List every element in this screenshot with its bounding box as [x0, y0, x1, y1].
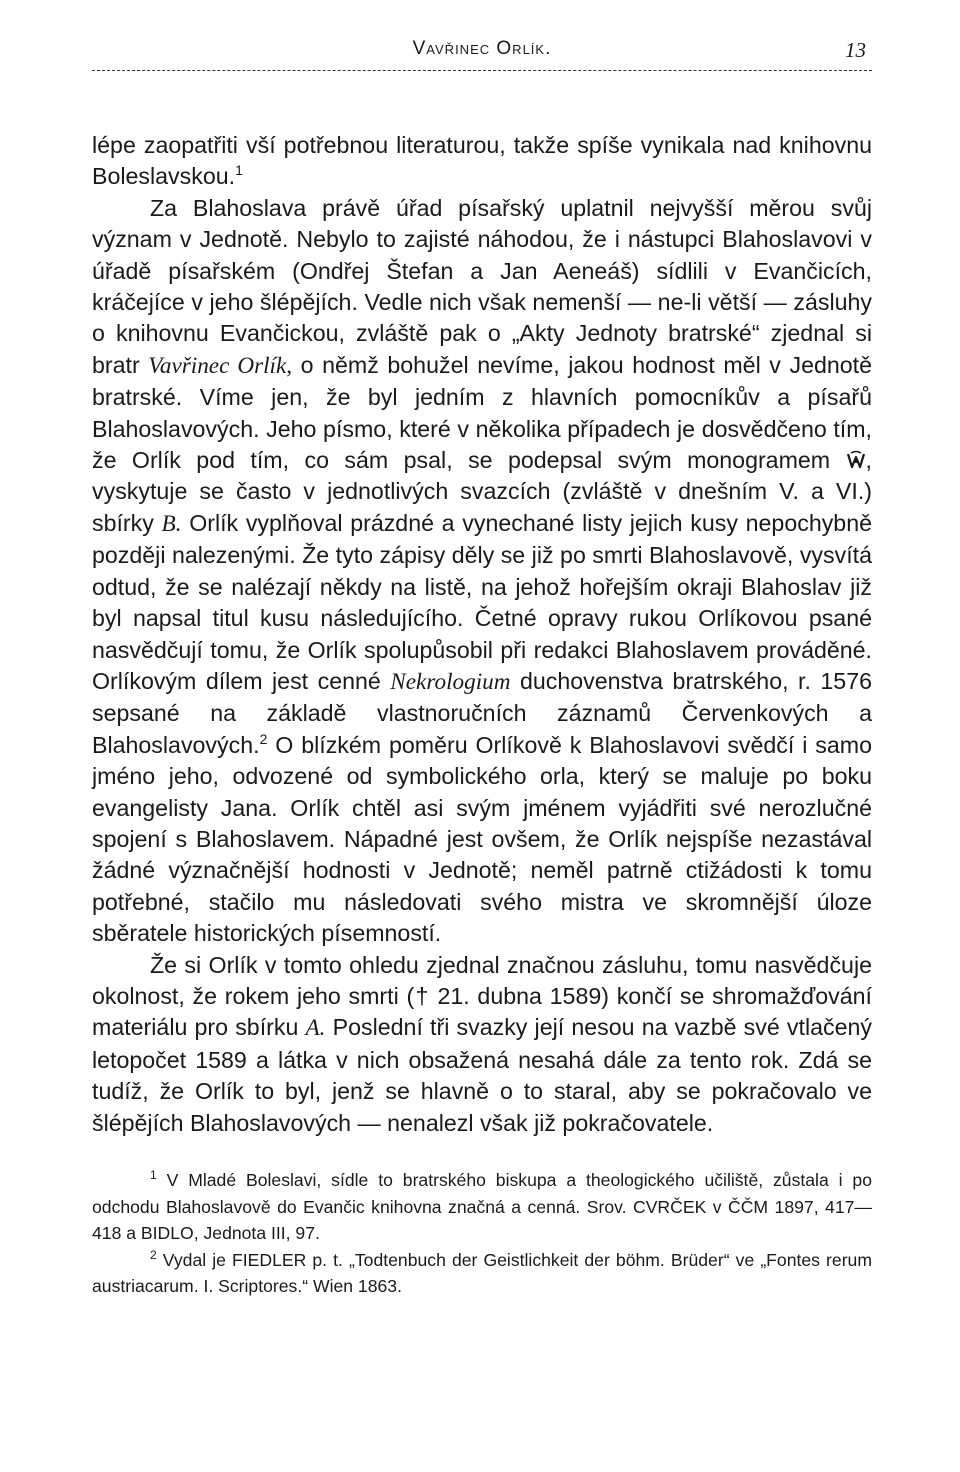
footnote-2-mark: 2 — [150, 1247, 157, 1262]
paragraph-2-part-c: , vyskytuje se často v jednotlivých svazcích (zvláště v dnešním V. a VI.) sbírky — [92, 447, 872, 536]
page-number: 13 — [845, 38, 866, 62]
header-rule — [92, 70, 872, 71]
paragraph-2-part-e: duchovenstva bratrského, r. 1576 sepsané na základě vlastnoručních záznamů Červenkových a Blahoslavových. — [92, 667, 872, 758]
footnote-2 — [92, 1247, 872, 1300]
paragraph-2-part-d: Orlík vyplňoval prázdné a vynechané listy jejich kusy nepochybně později nalezenými. Že tyto zápisy děly se již po smrti Blahoslavově, vysvítá odtud, že se nalézají někdy na listě, na jehož hořejším okraji Blahoslav již byl napsal titul kusu následujícího. Četné opravy rukou Orlíkovou psané nasvědčují tomu, že Orlík spolupůsobil při redakci Blahoslavem prováděné. Orlíkovým dílem jest cenné — [92, 509, 872, 694]
collection-b: B. — [161, 510, 182, 537]
monogram-icon — [846, 450, 866, 470]
footnote-1-mark: 1 — [150, 1168, 157, 1182]
name-vavrinec-orlik: Vavřinec Orlík, — [148, 352, 293, 379]
body-text — [92, 130, 872, 1139]
paragraph-3 — [92, 950, 872, 1139]
paragraph-2-part-f: O blízkém poměru Orlíkově k Blahoslavovi svědčí i samo jméno jeho, odvozené od symbolického orla, který se maluje po boku evangelisty Jana. Orlík chtěl asi svým jménem vyjádřiti své nerozlučné spojení s Blahoslavem. Nápadné jest ovšem, že Orlík nejspíše nezastával žádné význačnější hodnosti v Jednotě; neměl patrně ctižádosti k tomu potřebné, stačilo mu následovati svého mistra ve skromnější úloze sběratele historických písemností. — [92, 731, 872, 947]
footnote-ref-2: 2 — [259, 730, 268, 747]
collection-a: A. — [305, 1015, 326, 1042]
paragraph-2-part-b: o němž bohužel nevíme, jakou hodnost měl v Jednotě bratrské. Víme jen, že byl jedním z hlavních pomocníkův a písařů Blahoslavových. Jeho písmo, které v několika případech je dosvědčeno tím, že Orlík pod tím, co sám psal, se podepsal svým monogramem — [92, 351, 872, 474]
footnote-ref-1: 1 — [235, 162, 243, 179]
paragraph-1-text: lépe zaopatřiti vší potřebnou literaturou, takže spíše vynikala nad knihovnu Boleslavskou. — [92, 132, 872, 190]
footnote-2-text: Vydal je FIEDLER p. t. „Todtenbuch der Geistlichkeit der böhm. Brüder“ ve „Fontes rerum austriacarum. I. Scriptores.“ Wien 1863. — [92, 1249, 872, 1296]
paragraph-3-part-b: Poslední tři svazky její nesou na vazbě své vtlačený letopočet 1589 a látka v nich obsažená nesahá dále za tento rok. Zdá se tudíž, že Orlík to byl, jenž se hlavně o to staral, aby se pokračovalo ve šlépějích Blahoslavových — nenalezl však již pokračovatele. — [92, 1014, 872, 1136]
footnote-1-text: V Mladé Boleslavi, sídle to bratrského biskupa a theologického učiliště, zůstala i po odchodu Blahoslavově do Evančic knihovna značná a cenná. Srov. CVRČEK v ČČM 1897, 417—418 a BIDLO, Jednota III, 97. — [92, 1170, 872, 1243]
page — [92, 38, 872, 1300]
paragraph-1 — [92, 130, 872, 193]
footnote-1 — [92, 1167, 872, 1247]
footnotes — [92, 1167, 872, 1300]
running-title: Vavřinec Orlík. — [412, 38, 552, 59]
paragraph-3-part-a: Že si Orlík v tomto ohledu zjednal značnou zásluhu, tomu nasvědčuje okolnost, že rokem jeho smrti († 21. dubna 1589) končí se shromažďování materiálu pro sbírku — [92, 951, 872, 1041]
paragraph-2-part-a: Za Blahoslava právě úřad písařský uplatnil nejvyšší měrou svůj význam v Jednotě. Nebylo to zajisté náhodou, že i nástupci Blahoslavovi v úřadě písařském (Ondřej Štefan a Jan Aeneáš) sídlili v Evančicích, kráčejíce v jeho šlépějích. Vedle nich však nemenší — ne-li větší — zásluhy o knihovnu Evančickou, zvláště pak o „Akty Jednoty bratrské“ zjednal si bratr — [92, 194, 872, 378]
nekrologium: Nekrologium — [390, 668, 511, 695]
paragraph-2 — [92, 193, 872, 950]
running-head — [92, 38, 872, 72]
